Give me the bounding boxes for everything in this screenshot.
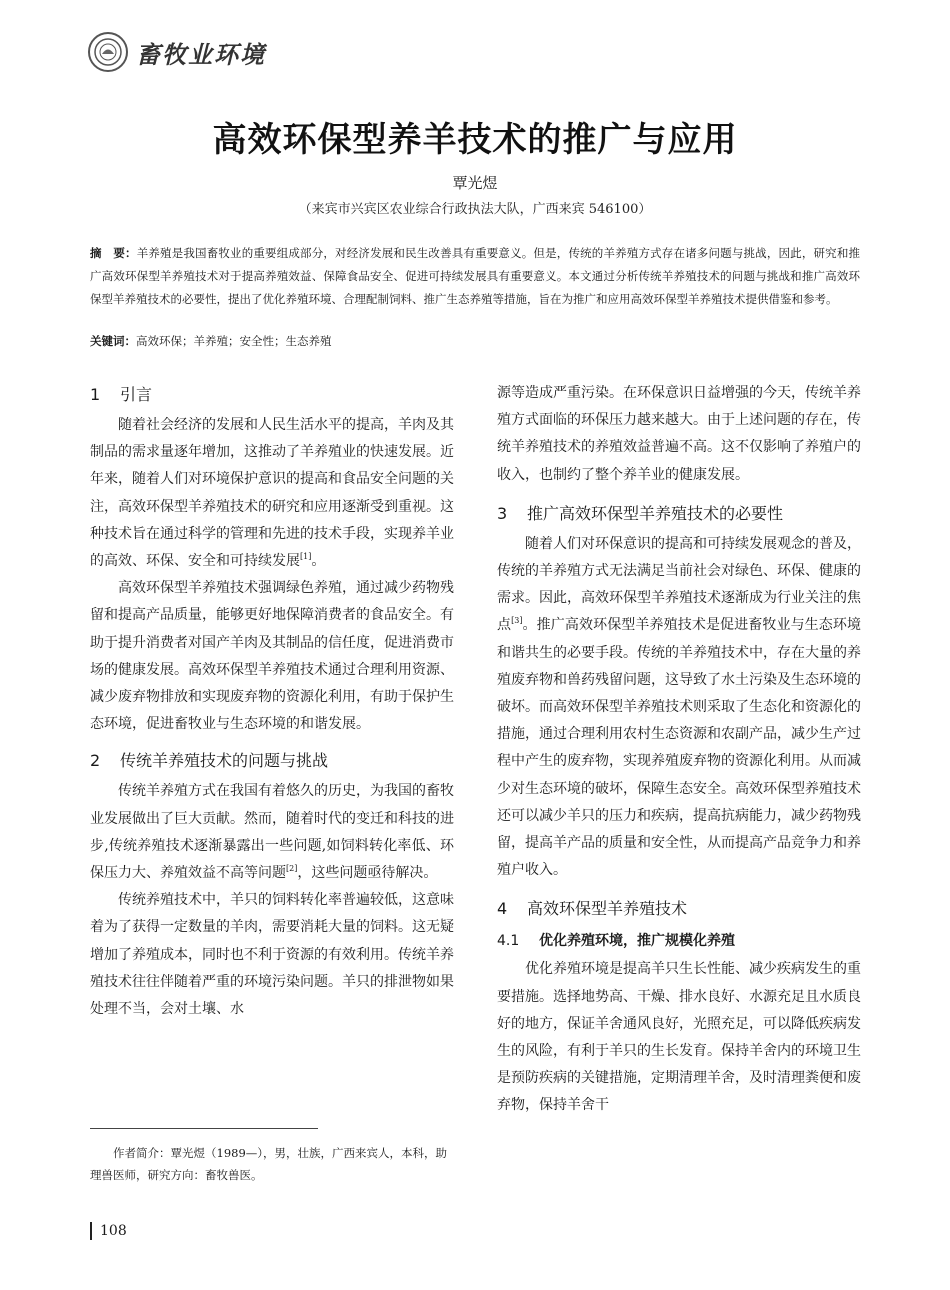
journal-seal-icon (88, 32, 128, 72)
page-number-bar (90, 1222, 92, 1240)
page-number-text: 108 (100, 1223, 127, 1239)
paragraph-problems-2: 传统养殖技术中，羊只的饲料转化率普遍较低，这意味着为了获得一定数量的羊肉，需要消耗大量的饲料。这无疑增加了养殖成本，同时也不利于资源的有效利用。传统羊养殖技术往往伴随着严重的环境污染问题。羊只的排泄物如果处理不当，会对土壤、水 (90, 892, 454, 1018)
keywords-text: 高效环保；羊养殖；安全性；生态养殖 (136, 334, 332, 348)
author-affiliation: （来宾市兴宾区农业综合行政执法大队，广西来宾 546100） (298, 202, 652, 217)
footnote-divider (90, 1128, 318, 1129)
subsection-heading-4-1: 4.1 优化养殖环境，推广规模化养殖 (497, 933, 735, 950)
left-column (90, 380, 454, 1023)
abstract (90, 242, 860, 311)
paragraph-necessity: 随着人们对环保意识的提高和可持续发展观念的普及，传统的羊养殖方式无法满足当前社会对绿色、环保、健康的需求。因此，高效环保型羊养殖技术逐渐成为行业关注的焦点[3]。推广高效环保型羊养殖技术是促进畜牧业与生态环境和谐共生的必要手段。传统的羊养殖技术中，存在大量的养殖废弃物和兽药残留问题，这导致了水土污染及生态环境的破坏。而高效环保型羊养殖技术则采取了生态化和资源化的措施，通过合理利用农村生态资源和农副产品，减少生产过程中产生的废弃物，实现养殖废弃物的资源化利用。从而减少对生态环境的破坏，保障生态安全。高效环保型养殖技术还可以减少羊只的压力和疾病，提高抗病能力，减少药物残留，提高羊产品的质量和安全性，从而提高产品竞争力和养殖户收入。 (497, 535, 862, 879)
section-heading-2: 2 传统羊养殖技术的问题与挑战 (90, 751, 329, 771)
section-heading-4: 4 高效环保型羊养殖技术 (497, 899, 688, 919)
section-heading-3: 3 推广高效环保型羊养殖技术的必要性 (497, 503, 784, 523)
journal-name: 畜牧业环境 (136, 39, 266, 69)
abstract-text: 羊养殖是我国畜牧业的重要组成部分，对经济发展和民生改善具有重要意义。但是，传统的羊养殖方式存在诸多问题与挑战，因此，研究和推广高效环保型羊养殖技术对于提高养殖效益、保障食品安全、促进可持续发展具有重要意义。本文通过分析传统羊养殖技术的问题与挑战和推广高效环保型羊养殖技术的必要性，提出了优化养殖环境、合理配制饲料、推广生态养殖等措施，旨在为推广和应用高效环保型羊养殖技术提供借鉴和参考。 (90, 246, 861, 306)
author-name: 覃光煜 (452, 174, 498, 192)
paragraph-intro-2: 高效环保型羊养殖技术强调绿色养殖，通过减少药物残留和提高产品质量，能够更好地保障消费者的食品安全。有助于提升消费者对国产羊肉及其制品的信任度，促进消费市场的健康发展。高效环保型羊养殖技术通过合理利用资源、减少废弃物排放和实现废弃物的资源化利用，有助于保护生态环境，促进畜牧业与生态环境的和谐发展。 (90, 580, 454, 733)
citation-1: [1] (300, 552, 312, 562)
keywords-label: 关键词： (90, 334, 136, 348)
paragraph-intro-1: 随着社会经济的发展和人民生活水平的提高，羊肉及其制品的需求量逐年增加，这推动了羊养殖业的快速发展。近年来，随着人们对环境保护意识的提高和食品安全问题的关注，高效环保型羊养殖技术的研究和应用逐渐受到重视。这种技术旨在通过科学的管理和先进的技术手段，实现养羊业的高效、环保、安全和可持续发展[1]。 (90, 417, 454, 570)
right-column (497, 380, 861, 1120)
article-title: 高效环保型养羊技术的推广与应用 (212, 120, 738, 160)
paragraph-problems-2-continued: 源等造成严重污染。在环保意识日益增强的今天，传统羊养殖方式面临的环保压力越来越大。由于上述问题的存在，传统羊养殖技术的养殖效益普遍不高。这不仅影响了养殖户的收入，也制约了整个养羊业的健康发展。 (497, 385, 861, 483)
page-number (90, 1222, 127, 1240)
author-footnote: 作者简介：覃光煜（1989—），男，壮族，广西来宾人，本科，助理兽医师，研究方向：畜牧兽医。 (90, 1146, 448, 1182)
citation-2: [2] (286, 864, 298, 874)
citation-3: [3] (511, 616, 523, 626)
keywords (90, 330, 860, 353)
paragraph-problems-1: 传统羊养殖方式在我国有着悠久的历史，为我国的畜牧业发展做出了巨大贡献。然而，随着时代的变迁和科技的进步,传统养殖技术逐渐暴露出一些问题,如饲料转化率低、环保压力大、养殖效益不高等问题[2]，这些问题亟待解决。 (90, 783, 454, 882)
journal-header (88, 30, 266, 74)
abstract-label: 摘 要： (90, 246, 137, 260)
section-heading-1: 1 引言 (90, 385, 153, 404)
paragraph-environment: 优化养殖环境是提高羊只生长性能、减少疾病发生的重要措施。选择地势高、干燥、排水良好、水源充足且水质良好的地方，保证羊舍通风良好，光照充足，可以降低疾病发生的风险，有利于羊只的生长发育。保持羊舍内的环境卫生是预防疾病的关键措施，定期清理羊舍，及时清理粪便和废弃物，保持羊舍干 (497, 961, 861, 1114)
